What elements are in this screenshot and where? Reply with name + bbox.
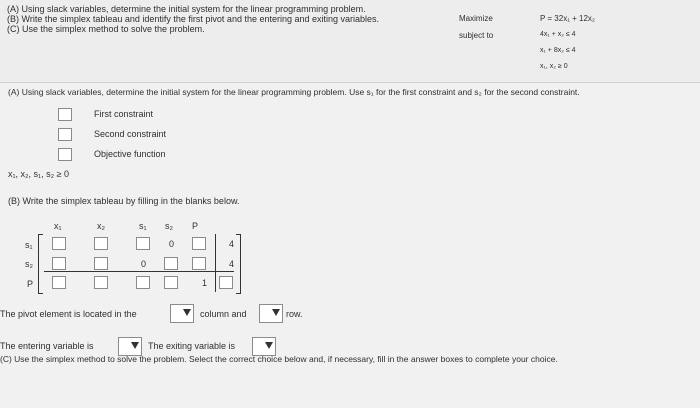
entering-text: The entering variable is — [0, 341, 94, 351]
part-b-prompt: (B) Write the simplex tableau by filling in the blanks below. — [8, 196, 240, 206]
col-header-s1: s₁ — [139, 221, 147, 231]
constraint-nonneg: x₁, x₂ ≥ 0 — [540, 63, 568, 70]
col-header-x1: x₁ — [54, 221, 62, 231]
objective-row-divider — [44, 271, 234, 272]
tableau-r2-x2[interactable] — [94, 257, 108, 270]
tableau-r2-s1-value: 0 — [141, 259, 147, 269]
tableau-r3-s2[interactable] — [164, 276, 178, 289]
constraint-1: 4x₁ + x₂ ≤ 4 — [540, 31, 576, 38]
maximize-label: Maximize — [459, 14, 493, 23]
row-header-p: P — [27, 279, 34, 289]
pivot-column-dropdown[interactable] — [170, 304, 194, 323]
tableau-left-bracket — [38, 234, 43, 294]
second-constraint-input[interactable] — [58, 128, 72, 141]
pivot-row-dropdown[interactable] — [259, 304, 283, 323]
tableau-r1-p[interactable] — [192, 237, 206, 250]
part-a-prompt: (A) Using slack variables, determine the initial system for the linear programming problem. Use s₁ for the first constraint and s₂ for the second constraint. — [8, 87, 580, 97]
first-constraint-input[interactable] — [58, 108, 72, 121]
tableau-r3-p-value: 1 — [202, 278, 208, 288]
header-line-c: (C) Use the simplex method to solve the problem. — [7, 24, 205, 34]
tableau-r3-x2[interactable] — [94, 276, 108, 289]
chevron-down-icon — [265, 342, 273, 349]
tableau-r1-s2-value: 0 — [169, 239, 175, 249]
tableau-r1-s1[interactable] — [136, 237, 150, 250]
row-header-s1: s₁ — [25, 240, 33, 250]
objective-function-label: Objective function — [94, 149, 166, 159]
tableau-r1-x2[interactable] — [94, 237, 108, 250]
rhs-divider — [215, 234, 216, 292]
tableau-r3-x1[interactable] — [52, 276, 66, 289]
tableau-r3-s1[interactable] — [136, 276, 150, 289]
tableau-right-bracket — [236, 234, 241, 294]
tableau-r2-rhs-value: 4 — [229, 259, 235, 269]
tableau-r3-rhs[interactable] — [219, 276, 233, 289]
header-line-b: (B) Write the simplex tableau and identify the first pivot and the entering and exiting variables. — [7, 14, 380, 24]
chevron-down-icon — [183, 309, 191, 316]
tableau-r1-x1[interactable] — [52, 237, 66, 250]
tableau-r1-rhs-value: 4 — [229, 239, 235, 249]
col-header-p: P — [192, 221, 199, 231]
tableau-r2-p[interactable] — [192, 257, 206, 270]
part-c-prompt: (C) Use the simplex method to solve the problem. Select the correct choice below and, if necessary, fill in the answer boxes to complete your choice. — [0, 354, 558, 364]
col-header-x2: x₂ — [97, 221, 105, 231]
pivot-text-2: column and — [200, 309, 247, 319]
divider — [0, 82, 700, 83]
header-line-a: (A) Using slack variables, determine the initial system for the linear programming problem. — [7, 4, 366, 14]
first-constraint-label: First constraint — [94, 109, 154, 119]
chevron-down-icon — [272, 309, 280, 316]
objective-function-input[interactable] — [58, 148, 72, 161]
tableau-r2-s2[interactable] — [164, 257, 178, 270]
pivot-text-1: The pivot element is located in the — [0, 309, 137, 319]
exiting-text: The exiting variable is — [148, 341, 236, 351]
tableau-r2-x1[interactable] — [52, 257, 66, 270]
chevron-down-icon — [131, 342, 139, 349]
second-constraint-label: Second constraint — [94, 129, 167, 139]
objective-function: P = 32x₁ + 12x₂ — [540, 14, 596, 23]
subject-to-label: subject to — [459, 31, 494, 40]
nonnegativity: x₁, x₂, s₁, s₂ ≥ 0 — [8, 169, 70, 179]
pivot-text-3: row. — [286, 309, 303, 319]
col-header-s2: s₂ — [165, 221, 173, 231]
constraint-2: x₁ + 8x₂ ≤ 4 — [540, 47, 576, 54]
row-header-s2: s₂ — [25, 259, 33, 269]
